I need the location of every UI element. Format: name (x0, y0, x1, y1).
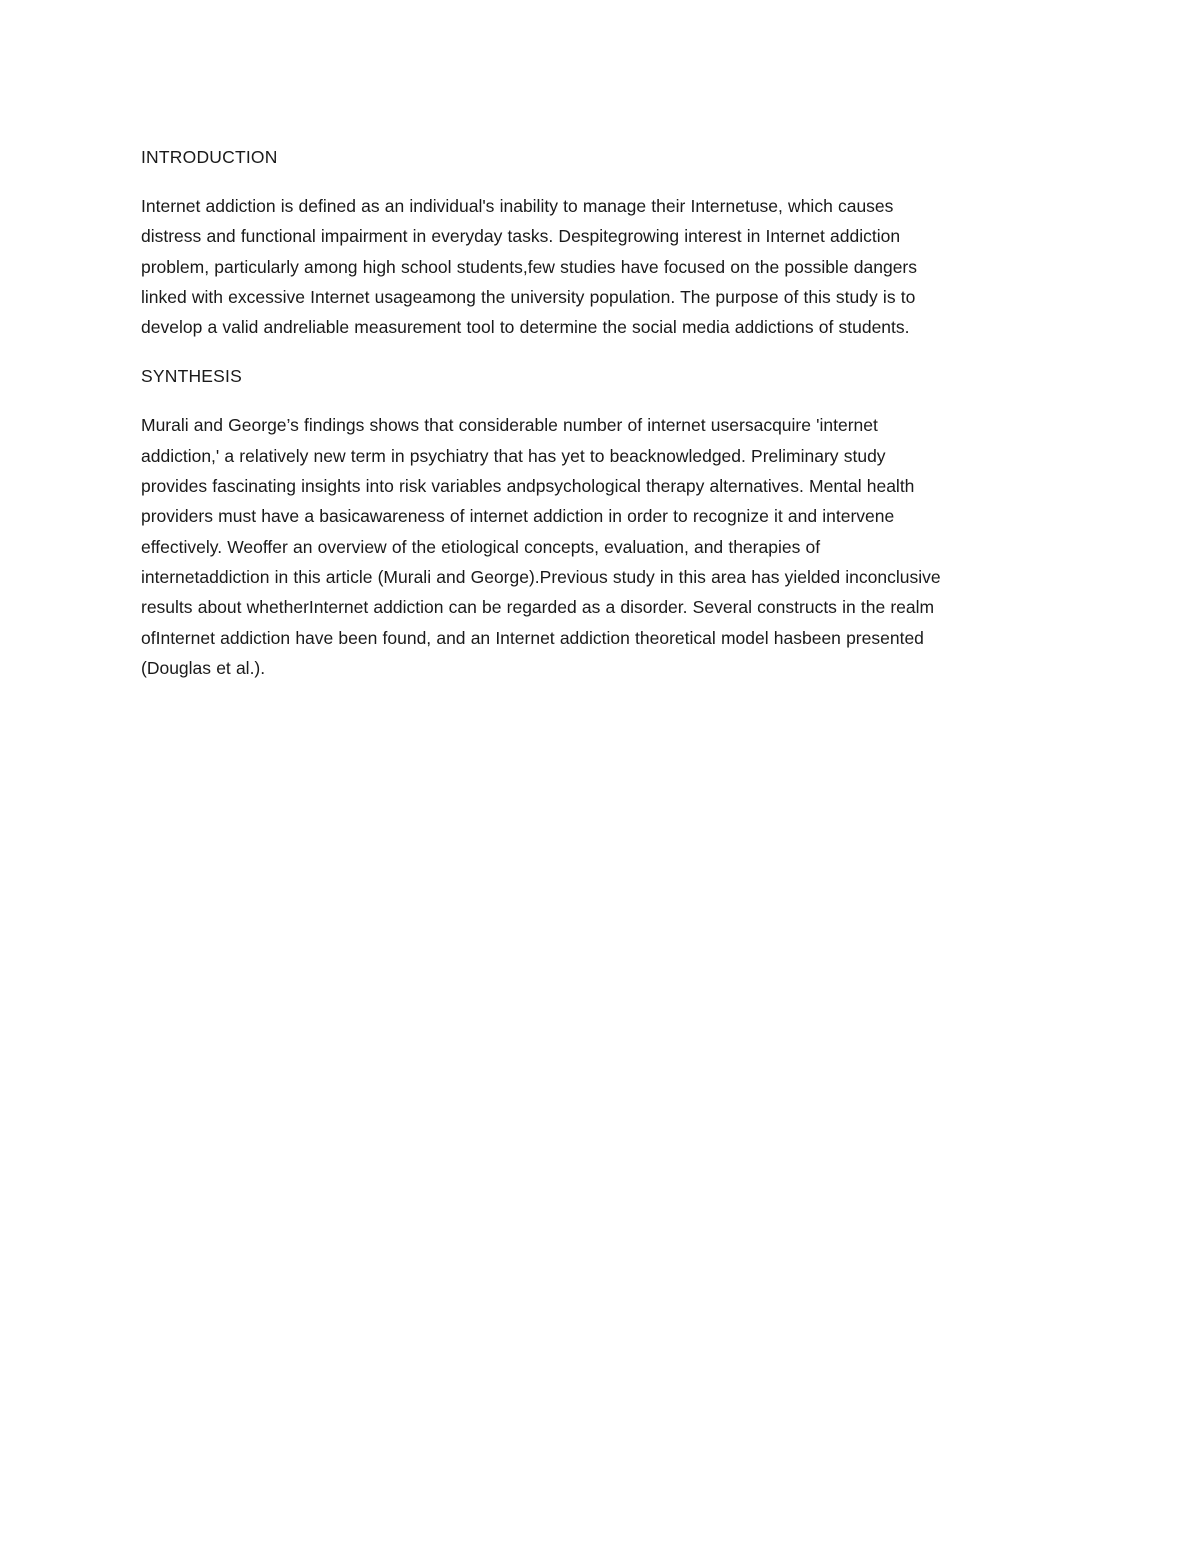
text-line: linked with excessive Internet usageamong the university population. The purpose of this study is to (141, 286, 916, 307)
synthesis-heading: SYNTHESIS (141, 366, 242, 387)
text-line: distress and functional impairment in everyday tasks. Despitegrowing interest in Internet addiction (141, 226, 901, 247)
text-line: ofInternet addiction have been found, and an Internet addiction theoretical model hasbeen presented (141, 627, 924, 648)
text-line: results about whetherInternet addiction can be regarded as a disorder. Several constructs in the realm (141, 597, 935, 618)
text-line: problem, particularly among high school students,few studies have focused on the possible dangers (141, 256, 918, 277)
text-line: providers must have a basicawareness of internet addiction in order to recognize it and intervene (141, 506, 895, 527)
document-body (141, 142, 1056, 702)
introduction-paragraph (141, 191, 1056, 342)
text-line: effectively. Weoffer an overview of the etiological concepts, evaluation, and therapies of (141, 536, 821, 557)
text-line: internetaddiction in this article (Murali and George).Previous study in this area has yielded inconclusive (141, 566, 941, 587)
text-line: provides fascinating insights into risk variables andpsychological therapy alternatives. Mental health (141, 476, 915, 497)
text-line: Internet addiction is defined as an individual's inability to manage their Internetuse, which causes (141, 196, 894, 216)
text-line: (Douglas et al.). (141, 657, 266, 678)
synthesis-paragraph (141, 410, 1056, 683)
text-line: develop a valid andreliable measurement tool to determine the social media addictions of students. (141, 317, 910, 338)
text-line: Murali and George’s findings shows that considerable number of internet usersacquire 'internet (141, 415, 878, 436)
introduction-heading: INTRODUCTION (141, 147, 278, 167)
text-line: addiction,' a relatively new term in psychiatry that has yet to beacknowledged. Preliminary study (141, 445, 886, 466)
